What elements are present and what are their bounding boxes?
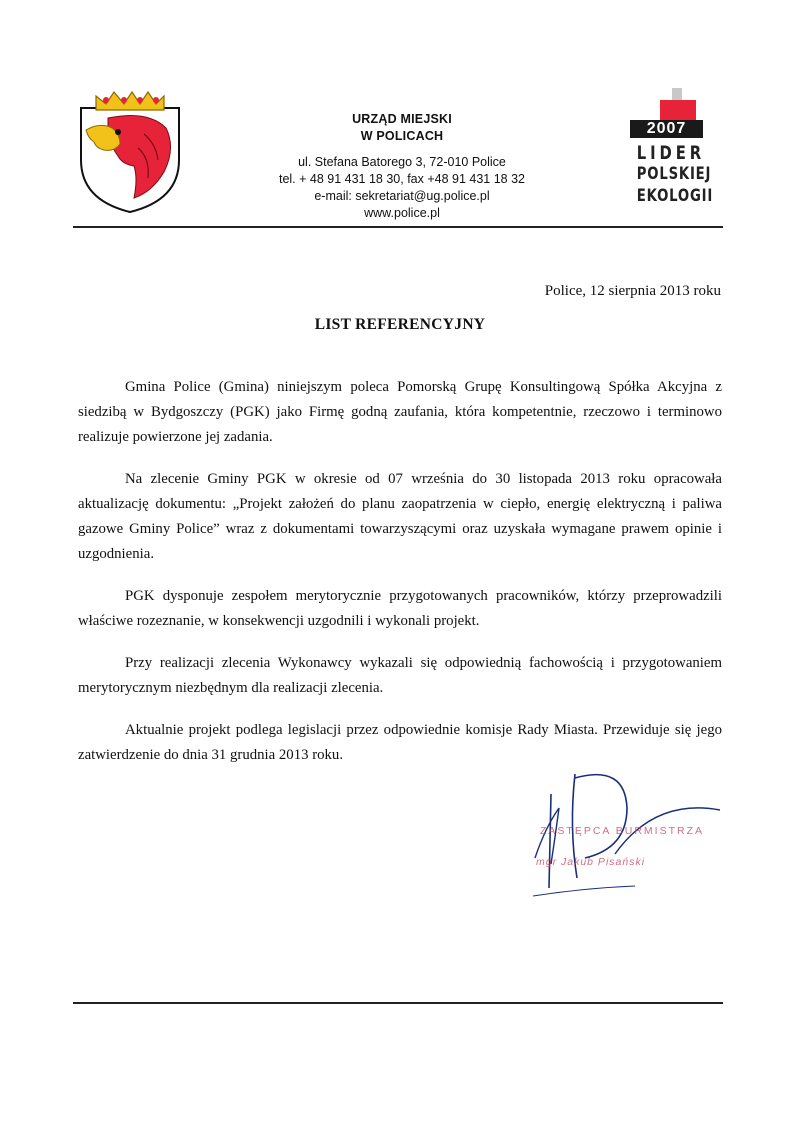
paragraph: Na zlecenie Gminy PGK w okresie od 07 września do 30 listopada 2013 roku opracowała aktualizację dokumentu: „Projekt założeń do planu zaopatrzenia w ciepło, energię elektryczną i paliwa gazowe Gminy Police” wraz z dokumentami towarzyszącymi oraz uzyskała wymagane prawem opinie i uzgodnienia.	[78, 471, 722, 562]
stamp-name: mgr Jakub Pisański	[536, 856, 646, 868]
phone-fax: tel. + 48 91 431 18 30, fax +48 91 431 18 32	[278, 172, 526, 186]
place-date: Police, 12 sierpnia 2013 roku	[544, 283, 721, 299]
award-bar-red	[660, 100, 696, 122]
paragraph: Gmina Police (Gmina) niniejszym poleca Pomorską Grupę Konsultingową Spółka Akcyjna z siedzibą w Bydgoszczy (PGK) jako Firmę godną zaufania, która kompetentnie, rzeczowo i terminowo realizuje powierzone jej zadania.	[78, 379, 722, 445]
email: e-mail: sekretariat@ug.police.pl	[314, 189, 490, 203]
crown-icon	[96, 92, 164, 110]
letter-title: LIST REFERENCYJNY	[314, 316, 486, 333]
paragraph: PGK dysponuje zespołem merytorycznie przygotowanych pracowników, którzy przeprowadzili właściwe rozeznanie, w konsekwencji uzgodnili i wykonali projekt.	[78, 588, 722, 629]
website: www.police.pl	[364, 206, 440, 220]
award-line-3: EKOLOGII	[636, 186, 714, 206]
award-logo	[622, 88, 712, 212]
paragraph: Aktualnie projekt podlega legislacji przez odpowiednie komisje Rady Miasta. Przewiduje się jego zatwierdzenie do dnia 31 grudnia 2013 roku.	[78, 722, 722, 763]
address: ul. Stefana Batorego 3, 72-010 Police	[298, 155, 506, 169]
award-year: 2007	[630, 120, 703, 138]
stamp-title: ZASTĘPCA BURMISTRZA	[540, 825, 705, 837]
organization-name: URZĄD MIEJSKI	[352, 112, 452, 126]
organization-location: W POLICACH	[360, 129, 444, 143]
handwritten-signature	[515, 768, 725, 918]
award-line-2: POLSKIEJ	[636, 164, 712, 184]
header-divider	[73, 226, 723, 228]
letter-body	[78, 375, 722, 785]
coat-of-arms-logo	[78, 88, 182, 214]
letterhead	[250, 111, 554, 222]
footer-divider	[73, 1002, 723, 1004]
award-line-1: LIDER	[636, 142, 706, 164]
paragraph: Przy realizacji zlecenia Wykonawcy wykazali się odpowiednią fachowością i przygotowaniem merytorycznym niezbędnym dla realizacji zlecenia.	[78, 655, 722, 696]
